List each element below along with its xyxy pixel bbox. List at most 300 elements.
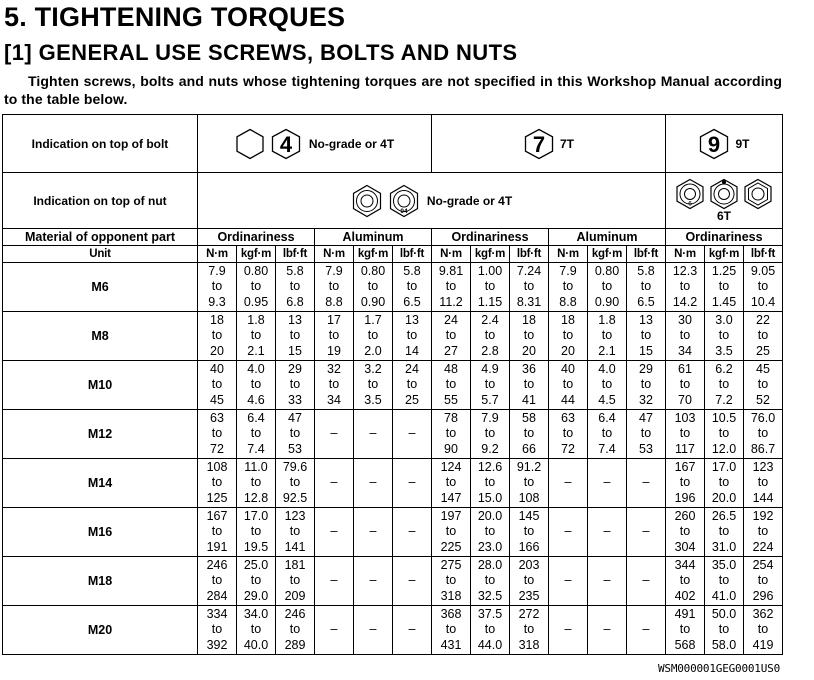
torque-value: 47	[639, 411, 653, 426]
torque-value: 284	[206, 588, 228, 603]
torque-value: 41	[522, 392, 536, 407]
torque-value: to	[484, 475, 496, 490]
torque-cell	[315, 557, 354, 606]
torque-cell	[666, 361, 705, 410]
torque-value: 15	[639, 343, 653, 358]
torque-value: to	[250, 426, 262, 441]
torque-value: 4.6	[247, 392, 265, 407]
torque-value: 5.8	[637, 264, 655, 279]
torque-cell	[627, 410, 666, 459]
torque-value: 9.2	[481, 441, 499, 456]
torque-value: 40	[561, 362, 575, 377]
torque-value: 6.2	[715, 362, 733, 377]
torque-cell	[471, 263, 510, 312]
torque-cell	[432, 459, 471, 508]
torque-value: –	[603, 524, 611, 539]
torque-value: 22	[756, 313, 770, 328]
torque-value: to	[445, 377, 457, 392]
torque-table	[2, 114, 783, 655]
size-label: M16	[3, 508, 198, 557]
torque-cell	[510, 606, 549, 655]
hex-nut-04-mark-icon	[388, 184, 420, 218]
torque-value: 7.9	[325, 264, 343, 279]
size-label: M10	[3, 361, 198, 410]
torque-cell	[471, 459, 510, 508]
torque-value: 123	[284, 509, 306, 524]
torque-value: to	[757, 426, 769, 441]
torque-value: to	[757, 524, 769, 539]
torque-cell	[432, 361, 471, 410]
nut-4t-label: No-grade or 4T	[426, 193, 513, 208]
torque-value: 334	[206, 607, 228, 622]
torque-value: 70	[678, 392, 692, 407]
torque-value: to	[211, 328, 223, 343]
torque-value: to	[679, 573, 691, 588]
torque-cell	[432, 508, 471, 557]
torque-value: 8.8	[325, 294, 343, 309]
unit-header: kgf·m	[588, 246, 627, 263]
torque-value: 6.8	[286, 294, 304, 309]
torque-value: 10.5	[711, 411, 737, 426]
nut-indication-row	[3, 173, 783, 229]
torque-value: 58	[522, 411, 536, 426]
torque-value: to	[484, 573, 496, 588]
torque-value: 8.8	[559, 294, 577, 309]
torque-value: 86.7	[750, 441, 776, 456]
torque-value: 203	[518, 558, 540, 573]
torque-value: 92.5	[282, 490, 308, 505]
torque-value: 1.7	[364, 313, 382, 328]
torque-value: 225	[440, 539, 462, 554]
torque-value: 3.2	[364, 362, 382, 377]
torque-cell	[198, 606, 237, 655]
torque-value: 15	[288, 343, 302, 358]
torque-value: to	[289, 622, 301, 637]
torque-cell	[354, 508, 393, 557]
torque-cell	[744, 361, 783, 410]
torque-cell	[705, 459, 744, 508]
torque-value: 4.0	[247, 362, 265, 377]
torque-value: 402	[674, 588, 696, 603]
torque-cell	[744, 312, 783, 361]
torque-value: 3.0	[715, 313, 733, 328]
torque-cell	[705, 361, 744, 410]
torque-cell	[627, 557, 666, 606]
bolt-7t-mark-icon	[523, 128, 555, 160]
torque-value: –	[369, 524, 377, 539]
torque-cell	[432, 263, 471, 312]
torque-cell	[237, 361, 276, 410]
torque-cell	[237, 557, 276, 606]
table-row	[3, 606, 783, 655]
torque-value: to	[757, 377, 769, 392]
torque-cell	[432, 606, 471, 655]
torque-cell	[627, 508, 666, 557]
torque-value: 41.0	[711, 588, 737, 603]
torque-value: to	[718, 475, 730, 490]
unit-header: kgf·m	[354, 246, 393, 263]
torque-value: to	[211, 426, 223, 441]
torque-value: 5.7	[481, 392, 499, 407]
torque-value: 20	[522, 343, 536, 358]
torque-cell	[549, 508, 588, 557]
size-label: M18	[3, 557, 198, 606]
torque-value: to	[718, 279, 730, 294]
bolt-indication-row	[3, 115, 783, 173]
torque-value: to	[718, 622, 730, 637]
torque-value: 0.90	[360, 294, 386, 309]
torque-value: to	[289, 377, 301, 392]
torque-value: to	[523, 377, 535, 392]
unit-header: N·m	[198, 246, 237, 263]
torque-value: to	[211, 524, 223, 539]
torque-value: –	[330, 622, 338, 637]
size-label: M12	[3, 410, 198, 459]
torque-value: to	[289, 426, 301, 441]
bolt-indication-label: Indication on top of bolt	[3, 115, 198, 173]
torque-cell	[315, 312, 354, 361]
torque-cell	[705, 263, 744, 312]
torque-value: to	[211, 573, 223, 588]
torque-value: 52	[756, 392, 770, 407]
torque-cell	[432, 557, 471, 606]
torque-value: 13	[405, 313, 419, 328]
torque-cell	[705, 410, 744, 459]
torque-value: 40.0	[243, 637, 269, 652]
torque-value: 29	[288, 362, 302, 377]
torque-cell	[393, 410, 432, 459]
torque-cell	[276, 557, 315, 606]
torque-cell	[315, 606, 354, 655]
unit-header: lbf·ft	[627, 246, 666, 263]
torque-value: 24	[444, 313, 458, 328]
torque-cell	[666, 508, 705, 557]
torque-value: 197	[440, 509, 462, 524]
torque-value: 32	[327, 362, 341, 377]
torque-cell	[510, 508, 549, 557]
torque-value: to	[445, 573, 457, 588]
torque-value: 9.05	[750, 264, 776, 279]
unit-header: lbf·ft	[276, 246, 315, 263]
torque-value: to	[679, 524, 691, 539]
torque-value: 144	[752, 490, 774, 505]
torque-value: 34.0	[243, 607, 269, 622]
torque-value: 9.3	[208, 294, 226, 309]
torque-value: 7.9	[559, 264, 577, 279]
torque-cell	[354, 459, 393, 508]
torque-value: 6.4	[598, 411, 616, 426]
page-title: 5. TIGHTENING TORQUES	[4, 2, 346, 32]
torque-cell	[393, 606, 432, 655]
torque-value: 318	[518, 637, 540, 652]
torque-value: 289	[284, 637, 306, 652]
material-header: Ordinariness	[432, 229, 549, 246]
torque-value: 296	[752, 588, 774, 603]
torque-cell	[705, 508, 744, 557]
torque-value: 45	[210, 392, 224, 407]
torque-cell	[471, 508, 510, 557]
torque-value: 246	[284, 607, 306, 622]
torque-value: 27	[444, 343, 458, 358]
torque-value: to	[406, 328, 418, 343]
torque-value: –	[642, 573, 650, 588]
table-row	[3, 459, 783, 508]
torque-value: 124	[440, 460, 462, 475]
unit-header: lbf·ft	[510, 246, 549, 263]
torque-value: to	[250, 475, 262, 490]
svg-text:7: 7	[532, 131, 546, 157]
torque-value: to	[250, 573, 262, 588]
torque-value: to	[328, 328, 340, 343]
torque-cell	[393, 263, 432, 312]
torque-value: 2.8	[481, 343, 499, 358]
torque-value: 55	[444, 392, 458, 407]
torque-value: 2.1	[598, 343, 616, 358]
torque-value: to	[250, 622, 262, 637]
torque-cell	[588, 263, 627, 312]
size-label: M20	[3, 606, 198, 655]
torque-value: –	[603, 573, 611, 588]
torque-value: to	[406, 279, 418, 294]
torque-cell	[666, 459, 705, 508]
torque-cell	[588, 361, 627, 410]
torque-value: 72	[210, 441, 224, 456]
torque-value: 196	[674, 490, 696, 505]
torque-cell	[549, 312, 588, 361]
torque-value: 4.9	[481, 362, 499, 377]
torque-value: to	[523, 475, 535, 490]
torque-value: 6.5	[403, 294, 421, 309]
torque-value: –	[564, 475, 572, 490]
torque-cell	[276, 508, 315, 557]
torque-cell	[198, 361, 237, 410]
torque-value: 7.4	[247, 441, 265, 456]
torque-value: to	[289, 279, 301, 294]
hex-nut-6-mark-icon	[675, 178, 705, 210]
torque-cell	[393, 459, 432, 508]
material-header: Aluminum	[315, 229, 432, 246]
torque-value: –	[642, 524, 650, 539]
torque-value: 362	[752, 607, 774, 622]
torque-value: –	[564, 573, 572, 588]
torque-value: 254	[752, 558, 774, 573]
section-title: [1] GENERAL USE SCREWS, BOLTS AND NUTS	[4, 40, 518, 65]
torque-value: 167	[206, 509, 228, 524]
torque-value: to	[289, 475, 301, 490]
torque-cell	[237, 263, 276, 312]
torque-value: 11.2	[439, 294, 463, 309]
torque-cell	[588, 312, 627, 361]
torque-value: 29.0	[243, 588, 269, 603]
hex-nut-groove-icon	[743, 178, 773, 210]
torque-cell	[510, 263, 549, 312]
torque-value: to	[679, 328, 691, 343]
torque-value: 47	[288, 411, 302, 426]
torque-value: 260	[674, 509, 696, 524]
material-label: Material of opponent part	[3, 229, 198, 246]
torque-value: 7.9	[208, 264, 226, 279]
torque-cell	[627, 263, 666, 312]
svg-text:4: 4	[279, 131, 292, 157]
torque-cell	[471, 606, 510, 655]
material-header: Ordinariness	[666, 229, 783, 246]
torque-cell	[666, 410, 705, 459]
torque-cell	[510, 459, 549, 508]
torque-cell	[744, 459, 783, 508]
torque-value: to	[718, 377, 730, 392]
torque-value: to	[211, 475, 223, 490]
torque-value: 0.90	[594, 294, 620, 309]
torque-value: –	[642, 475, 650, 490]
torque-value: 2.0	[364, 343, 382, 358]
bolt-4t-mark-icon	[270, 128, 302, 160]
torque-value: to	[718, 524, 730, 539]
unit-header: lbf·ft	[393, 246, 432, 263]
torque-value: to	[640, 328, 652, 343]
unit-header: kgf·m	[705, 246, 744, 263]
torque-cell	[744, 263, 783, 312]
table-row	[3, 263, 783, 312]
torque-value: to	[211, 279, 223, 294]
torque-value: to	[523, 279, 535, 294]
torque-value: 34	[678, 343, 692, 358]
torque-value: 272	[518, 607, 540, 622]
material-header: Ordinariness	[198, 229, 315, 246]
torque-value: to	[484, 622, 496, 637]
torque-value: 275	[440, 558, 462, 573]
torque-value: 5.8	[403, 264, 421, 279]
torque-value: 48	[444, 362, 458, 377]
torque-value: 63	[210, 411, 224, 426]
torque-cell	[549, 606, 588, 655]
torque-value: 1.25	[711, 264, 737, 279]
torque-value: to	[250, 524, 262, 539]
torque-value: 18	[561, 313, 575, 328]
torque-cell	[627, 606, 666, 655]
torque-value: 181	[284, 558, 306, 573]
torque-value: to	[445, 279, 457, 294]
torque-value: to	[562, 377, 574, 392]
bolt-mark-7t-cell	[432, 115, 666, 173]
torque-value: 53	[288, 441, 302, 456]
torque-value: 141	[284, 539, 306, 554]
torque-value: –	[369, 573, 377, 588]
torque-value: 7.24	[516, 264, 542, 279]
torque-value: 2.1	[247, 343, 265, 358]
torque-value: to	[679, 475, 691, 490]
torque-cell	[666, 312, 705, 361]
hexagon-bolt-icon	[235, 128, 265, 160]
unit-header: kgf·m	[237, 246, 276, 263]
torque-cell	[588, 508, 627, 557]
unit-header: lbf·ft	[744, 246, 783, 263]
torque-value: 431	[440, 637, 462, 652]
torque-value: –	[330, 426, 338, 441]
torque-value: –	[408, 573, 416, 588]
torque-value: to	[328, 377, 340, 392]
nut-6t-label: 6T	[716, 209, 731, 223]
torque-value: 19.5	[243, 539, 269, 554]
torque-value: 12.3	[672, 264, 698, 279]
nut-indication-label: Indication on top of nut	[3, 173, 198, 229]
torque-cell	[432, 312, 471, 361]
nut-mark-4t-cell	[198, 173, 666, 229]
torque-value: –	[369, 622, 377, 637]
torque-cell	[237, 410, 276, 459]
torque-value: 25	[405, 392, 419, 407]
torque-value: 17	[327, 313, 341, 328]
torque-value: 15.0	[477, 490, 503, 505]
torque-cell	[237, 508, 276, 557]
torque-value: to	[757, 328, 769, 343]
torque-value: 18	[210, 313, 224, 328]
svg-text:9: 9	[708, 131, 721, 157]
torque-value: to	[406, 377, 418, 392]
torque-value: 7.4	[598, 441, 616, 456]
torque-value: to	[562, 426, 574, 441]
torque-cell	[393, 557, 432, 606]
torque-value: 419	[752, 637, 774, 652]
torque-value: –	[330, 573, 338, 588]
torque-value: to	[328, 279, 340, 294]
torque-cell	[198, 263, 237, 312]
torque-value: –	[408, 622, 416, 637]
size-label: M14	[3, 459, 198, 508]
torque-value: 12.8	[243, 490, 269, 505]
torque-cell	[315, 263, 354, 312]
torque-value: –	[603, 475, 611, 490]
torque-value: 29	[639, 362, 653, 377]
table-row	[3, 361, 783, 410]
torque-value: 20	[561, 343, 575, 358]
torque-value: 24	[405, 362, 419, 377]
torque-value: –	[564, 622, 572, 637]
torque-value: 1.8	[598, 313, 616, 328]
torque-cell	[354, 312, 393, 361]
torque-cell	[432, 410, 471, 459]
torque-cell	[549, 557, 588, 606]
torque-value: to	[250, 328, 262, 343]
torque-cell	[510, 557, 549, 606]
torque-value: 26.5	[711, 509, 737, 524]
torque-cell	[705, 312, 744, 361]
torque-value: 125	[206, 490, 228, 505]
torque-value: to	[757, 573, 769, 588]
torque-value: 30	[678, 313, 692, 328]
torque-value: 58.0	[711, 637, 737, 652]
torque-cell	[666, 263, 705, 312]
torque-cell	[315, 410, 354, 459]
torque-cell	[549, 361, 588, 410]
torque-value: to	[679, 279, 691, 294]
torque-value: 145	[518, 509, 540, 524]
torque-value: 37.5	[477, 607, 503, 622]
torque-value: to	[367, 279, 379, 294]
torque-value: 6.5	[637, 294, 655, 309]
torque-cell	[471, 361, 510, 410]
torque-value: 1.15	[477, 294, 503, 309]
torque-value: 1.45	[711, 294, 737, 309]
unit-header: N·m	[315, 246, 354, 263]
torque-value: to	[289, 524, 301, 539]
torque-cell	[627, 459, 666, 508]
torque-value: to	[523, 524, 535, 539]
torque-cell	[276, 410, 315, 459]
torque-value: to	[757, 622, 769, 637]
torque-cell	[627, 361, 666, 410]
torque-value: –	[408, 426, 416, 441]
torque-cell	[354, 410, 393, 459]
